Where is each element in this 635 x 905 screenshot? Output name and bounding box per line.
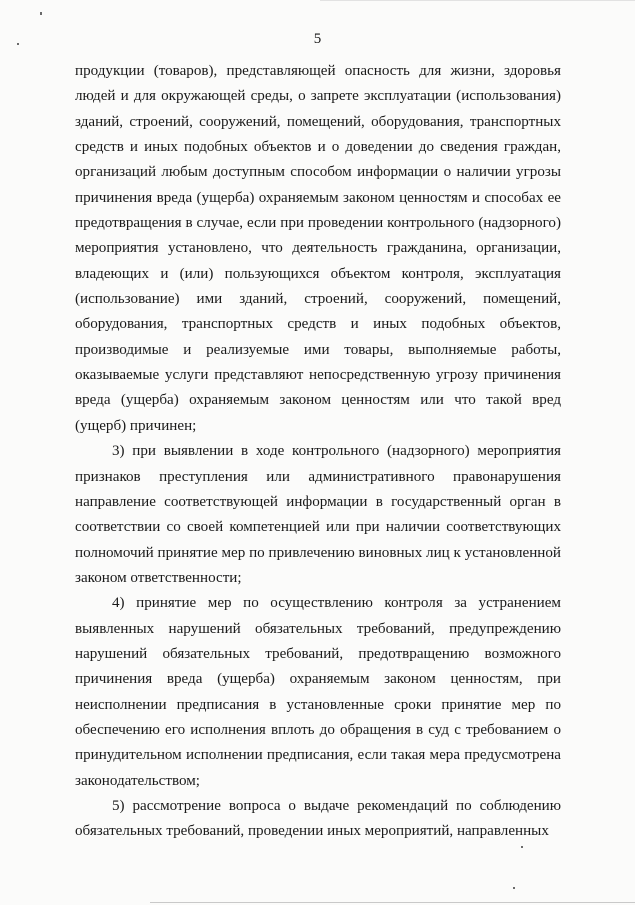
scan-artifact-dot [40,12,42,15]
scan-top-border [320,0,635,1]
document-body [75,59,561,845]
paragraph-hazard-products: продукции (товаров), представляющей опасность для жизни, здоровья людей и для окружающей среды, о запрете эксплуатации (использования) зданий, строений, сооружений, помещений, оборудования, транспортных средств и иных подобных объектов и о доведении до сведения граждан, организаций любым доступным способом информации о наличии угрозы причинения вреда (ущерба) охраняемым законом ценностям и способах ее предотвращения в случае, если при проведении контрольного (надзорного) мероприятия установлено, что деятельность гражданина, организации, владеющих и (или) пользующихся объектом контроля, эксплуатация (использование) ими зданий, строений, сооружений, помещений, оборудования, транспортных средств и иных подобных объектов, производимые и реализуемые ими товары, выполняемые работы, оказываемые услуги представляют непосредственную угрозу причинения вреда (ущерба) охраняемым законом ценностям или что такой вред (ущерб) причинен; [75,63,561,434]
paragraph-item-5: 5) рассмотрение вопроса о выдаче рекомендаций по соблюдению обязательных требований, проведении иных мероприятий, направленных [75,797,561,840]
scan-artifact-dot [513,887,515,889]
scan-artifact-dot [521,846,523,848]
page-number: 5 [313,31,322,47]
paragraph-item-4: 4) принятие мер по осуществлению контроля за устранением выявленных нарушений обязательных требований, предупреждению нарушений обязательных требований, предотвращению возможного причинения вреда (ущерба) охраняемым законом ценностям, при неисполнении предписания в установленные сроки принятие мер по обеспечению его исполнения вплоть до обращения в суд с требованием о принудительном исполнении предписания, если такая мера предусмотрена законодательством; [75,595,561,789]
scan-bottom-border [150,902,635,903]
paragraph-item-3: 3) при выявлении в ходе контрольного (надзорного) мероприятия признаков преступления или административного правонарушения направление соответствующей информации в государственный орган в соответствии со своей компетенцией или при наличии соответствующих полномочий принятие мер по привлечению виновных лиц к установленной законом ответственности; [75,443,561,586]
